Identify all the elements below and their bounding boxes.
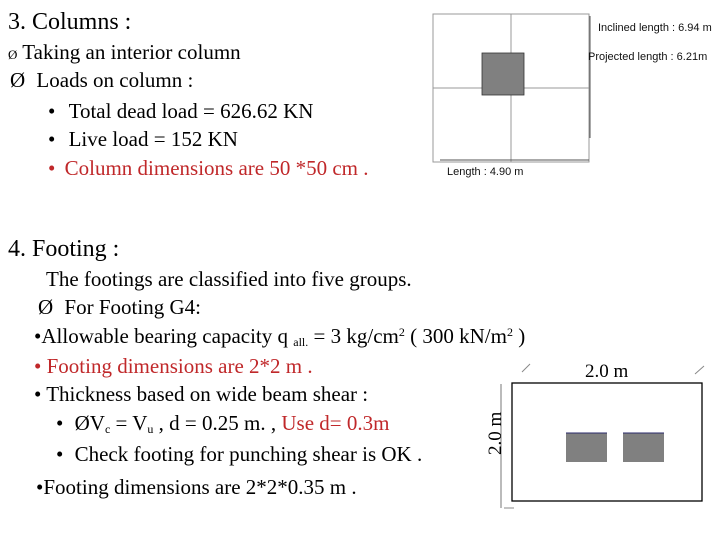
footing-dimensions: Footing dimensions are 2*2 m . [46,354,313,378]
column-dimensions-row [48,158,369,179]
columns-heading: 3. Columns : [8,9,132,35]
loads-title: Loads on column : [36,68,194,92]
bearing-paren: ( 300 kN/m [410,324,507,348]
live-load: Live load = 152 KN [68,127,238,151]
footing-height-label: 2.0 m [485,411,506,455]
dead-load: Total dead load = 626.62 KN [68,99,314,123]
subscript-c: c [104,422,111,436]
footing-column-left [566,433,607,462]
subscript-u: u [147,422,154,436]
footing-column-right [623,433,664,462]
length-label: Length : 4.90 m [447,166,524,178]
footing-width-tick-right [695,366,704,374]
footing-width-tick-left [522,364,530,372]
wide-beam-row [56,413,389,435]
bullet-icon: • [34,382,42,406]
bullet-icon: • [48,127,56,151]
columns-intro: Taking an interior column [22,40,241,64]
footing-classified: The footings are classified into five groups. [46,267,412,291]
punching-text: Check footing for punching shear is OK . [74,442,423,466]
bullet-icon: • [56,411,64,435]
arrow-bullet-icon: Ø [10,68,26,92]
for-footing: For Footing G4: [64,295,201,319]
bullet-icon: • [34,324,42,348]
use-depth: Use d= 0.3m [281,411,390,435]
bearing-subscript: all. [293,335,309,349]
dead-load-row [48,101,313,122]
phi-v: ØV [74,411,105,435]
final-dimensions: Footing dimensions are 2*2*0.35 m . [43,475,357,499]
live-load-row [48,129,238,150]
for-footing-row [38,297,201,318]
bullet-icon: • [48,156,56,180]
inclined-length-label: Inclined length : 6.94 m [598,22,712,34]
bearing-end: ) [518,324,526,348]
bullet-icon: • [34,354,42,378]
footing-heading: 4. Footing : [8,236,120,262]
bearing-text: Allowable bearing capacity q [41,324,289,348]
projected-length-label: Projected length : 6.21m [588,51,708,63]
loads-title-row [10,70,193,91]
thickness-text: Thickness based on wide beam shear : [46,382,369,406]
punching-row [56,444,422,465]
arrow-bullet-icon: Ø [38,295,54,319]
bearing-superscript: 2 [398,325,405,339]
footing-width-label: 2.0 m [585,361,629,382]
footing-plan-figure [492,358,717,523]
bullet-icon: • [48,99,56,123]
column-section [482,53,524,95]
bearing-value: = 3 kg/cm [313,324,399,348]
equals-v: = V [115,411,148,435]
columns-intro-row [8,42,241,63]
column-dimensions: Column dimensions are 50 *50 cm . [64,156,369,180]
thickness-row [34,384,368,405]
footing-dimensions-row [34,356,313,377]
bullet-icon: • [56,442,64,466]
bearing-row [34,326,525,348]
bearing-superscript-2: 2 [506,325,513,339]
depth-text: , d = 0.25 m. , [158,411,277,435]
final-dimensions-row [36,477,357,498]
arrow-bullet-icon: Ø [8,47,18,62]
bullet-icon: • [36,475,44,499]
